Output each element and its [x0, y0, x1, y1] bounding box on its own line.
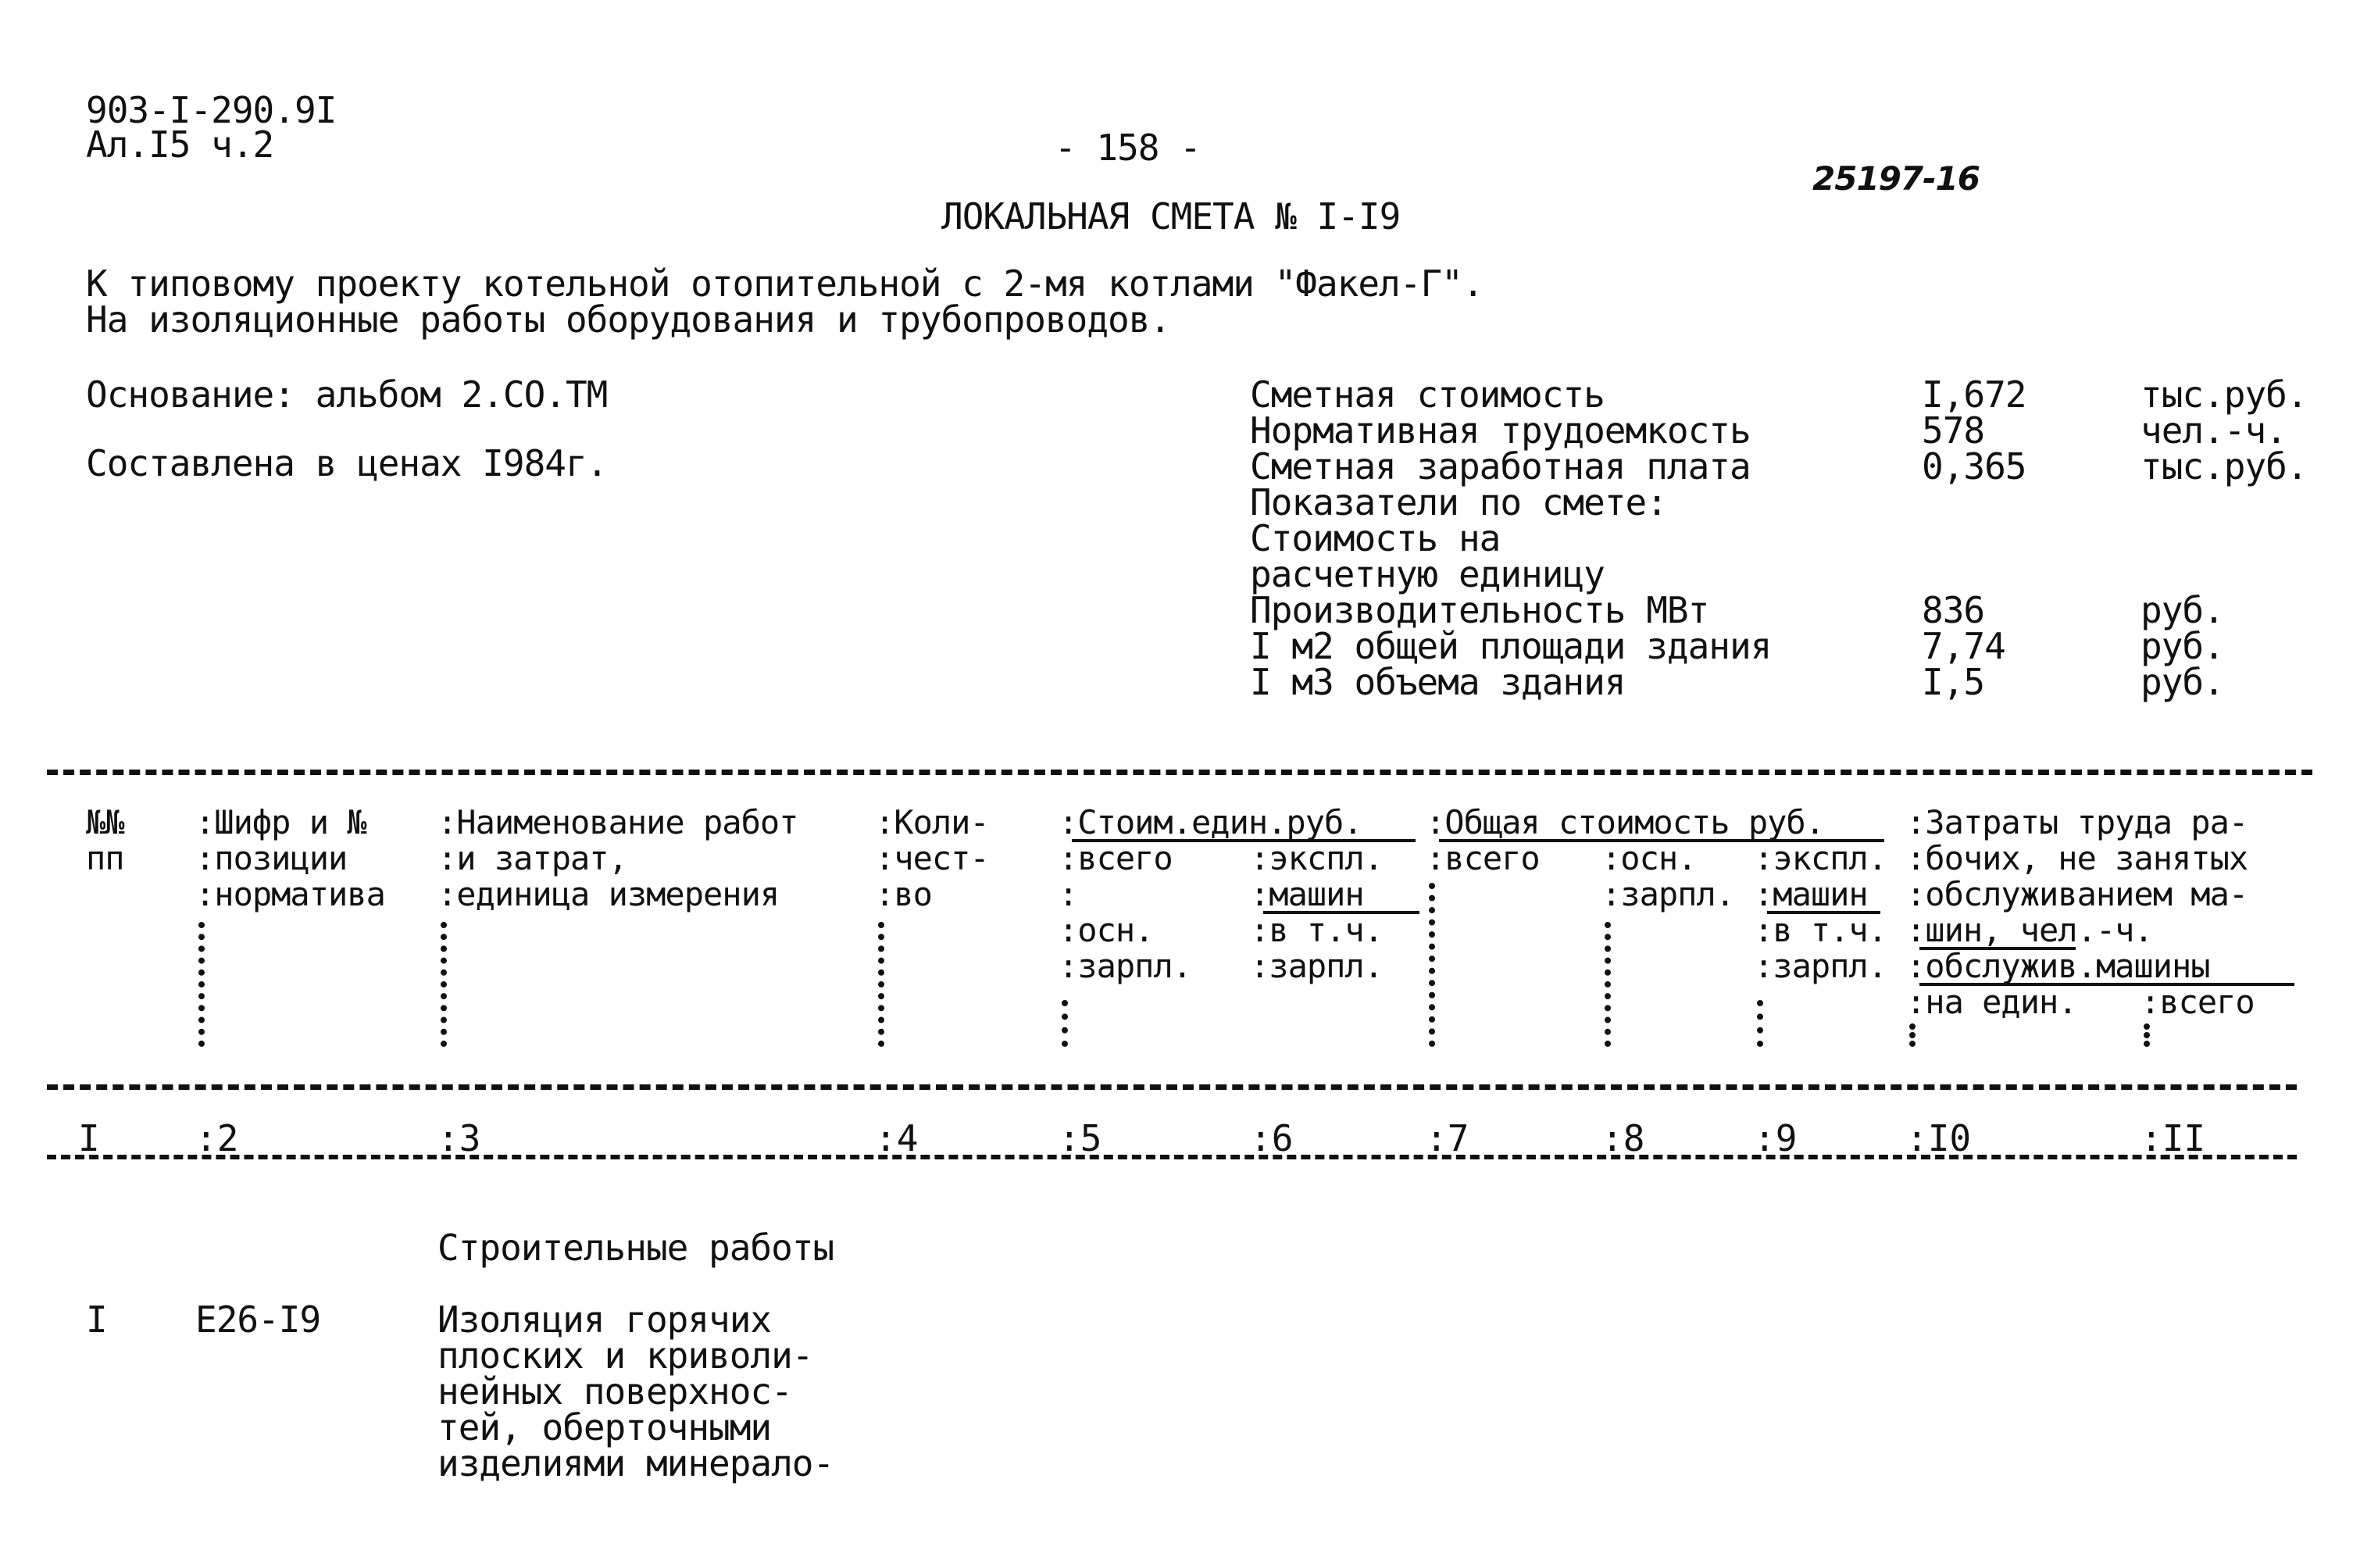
col-total-header: :всего: [1426, 839, 1540, 877]
summary-label: Сметная стоимость: [1250, 373, 1605, 416]
column-number: I: [78, 1117, 100, 1159]
unit-cost-group-header: :Стоим.един.руб.: [1059, 803, 1362, 841]
col-number-header: №№ пп: [86, 803, 124, 877]
column-number: :9: [1754, 1117, 1798, 1159]
column-separator: [1429, 883, 1435, 1047]
summary-label: Показатели по смете:: [1250, 481, 1667, 523]
col-name-header: :Наименование работ :и затрат, :единица измерения: [437, 803, 798, 913]
col-code-header: :Шифр и № :позиции :норматива: [195, 803, 385, 913]
summary-value: I,5: [1922, 661, 1985, 703]
column-separator: [2144, 1023, 2150, 1047]
column-numbers-rule: [47, 1155, 2297, 1159]
summary-value: 7,74: [1922, 625, 2005, 667]
column-separator: [1605, 922, 1611, 1047]
summary-label: I м3 объема здания: [1250, 661, 1626, 703]
summary-value: 578: [1922, 409, 1985, 452]
row-code: Е26-I9: [195, 1298, 321, 1341]
intro-line-2: На изоляционные работы оборудования и трубопроводов.: [86, 298, 1171, 341]
summary-label: I м2 общей площади здания: [1250, 625, 1772, 667]
underline: [1767, 911, 1880, 914]
column-number: :4: [875, 1117, 919, 1159]
album-reference: Ал.I5 ч.2: [86, 123, 274, 166]
basis-foundation: Основание: альбом 2.СО.ТМ: [86, 373, 608, 416]
column-separator: [441, 922, 447, 1047]
column-number: :6: [1250, 1117, 1294, 1159]
col-total-machines-header: :экспл. :машин :в т.ч. :зарпл.: [1754, 839, 1887, 985]
col-labor-header: :Затраты труда ра- :бочих, не занятых :обслуживанием ма- :шин, чел.-ч. :обслужив.машины: [1906, 803, 2248, 985]
section-title: Строительные работы: [437, 1227, 834, 1269]
summary-unit: тыс.руб.: [2141, 373, 2308, 416]
column-number: :8: [1601, 1117, 1645, 1159]
col-labor-unit-header: :на един.: [1906, 983, 2077, 1021]
col-unit-machines-header: :экспл. :машин :в т.ч. :зарпл.: [1250, 839, 1384, 985]
row-name: Изоляция горячих плоских и криволи- нейных поверхнос- тей, оберточными изделиями минерало-: [437, 1298, 834, 1484]
row-number: I: [86, 1298, 107, 1341]
basis-prices: Составлена в ценах I984г.: [86, 442, 608, 484]
summary-unit: руб.: [2141, 661, 2224, 703]
intro-line-1: К типовому проекту котельной отопительной с 2-мя котлами "Факел-Г".: [86, 263, 1484, 305]
column-number: :II: [2141, 1117, 2206, 1159]
document-code: 903-I-290.9I: [86, 89, 337, 131]
underline: [1919, 947, 2076, 950]
summary-value: 836: [1922, 589, 1985, 631]
header-bottom-rule: [47, 1084, 2297, 1090]
column-separator: [1757, 1000, 1763, 1047]
summary-unit: руб.: [2141, 589, 2224, 631]
summary-label: Сметная заработная плата: [1250, 445, 1751, 488]
underline: [1263, 911, 1419, 914]
summary-unit: чел.-ч.: [2141, 409, 2287, 452]
header-top-rule: [47, 770, 2312, 775]
page-number: - 158 -: [1055, 127, 1201, 169]
column-number: :I0: [1906, 1117, 1972, 1159]
summary-label: Нормативная трудоемкость: [1250, 409, 1751, 452]
column-number: :2: [195, 1117, 239, 1159]
col-qty-header: :Коли- :чест- :во: [875, 803, 989, 913]
column-separator: [1909, 1023, 1916, 1047]
total-cost-group-header: :Общая стоимость руб.: [1426, 803, 1825, 841]
column-number: :7: [1426, 1117, 1469, 1159]
column-separator: [198, 922, 205, 1047]
col-labor-total-header: :всего: [2141, 983, 2255, 1021]
column-separator: [1062, 1000, 1068, 1047]
summary-unit: тыс.руб.: [2141, 445, 2308, 488]
page-title: ЛОКАЛЬНАЯ СМЕТА № I-I9: [941, 195, 1401, 238]
summary-label: Стоимость на: [1250, 517, 1501, 559]
column-number: :5: [1059, 1117, 1102, 1159]
column-separator: [878, 922, 884, 1047]
summary-value: 0,365: [1922, 445, 2026, 488]
col-unit-total-header: :всего : :осн. :зарпл.: [1059, 839, 1192, 985]
summary-value: I,672: [1922, 373, 2026, 416]
summary-unit: руб.: [2141, 625, 2224, 667]
summary-label: Производительность МВт: [1250, 589, 1709, 631]
handwritten-stamp: 25197-16: [1812, 159, 1980, 198]
col-total-wages-header: :осн. :зарпл.: [1601, 839, 1735, 913]
column-number: :3: [437, 1117, 481, 1159]
summary-label: расчетную единицу: [1250, 553, 1605, 595]
